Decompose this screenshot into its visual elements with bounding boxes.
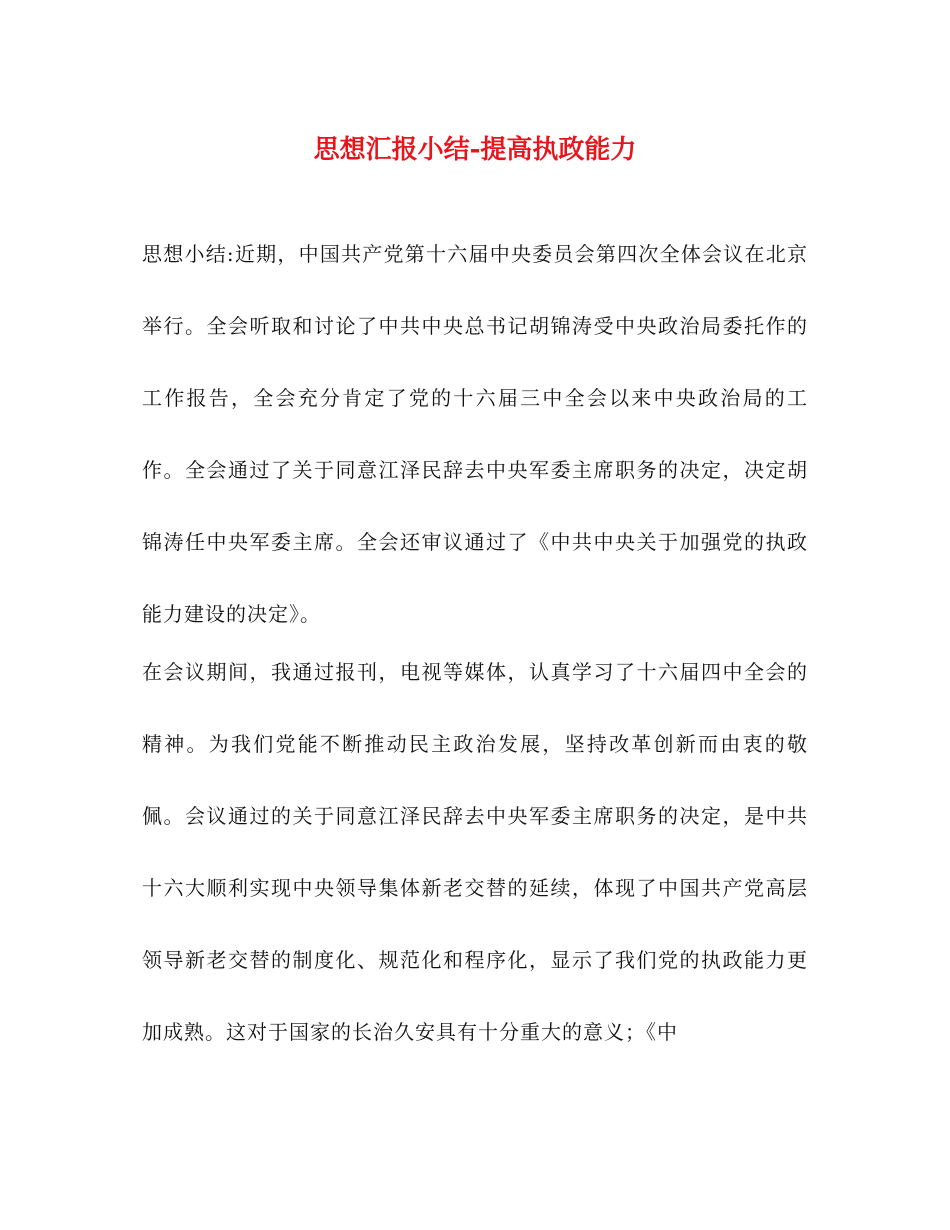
paragraph-2: 在会议期间，我通过报刊，电视等媒体，认真学习了十六届四中全会的精神。为我们党能不断推动民主政治发展，坚持改革创新而由衷的敬佩。会议通过的关于同意江泽民辞去中央军委主席职务的决定，是中共十六大顺利实现中央领导集体新老交替的延续，体现了中国共产党高层领导新老交替的制度化、规范化和程序化，显示了我们党的执政能力更加成熟。这对于国家的长治久安具有十分重大的意义；《中	[142, 660, 808, 1044]
document-body	[142, 218, 808, 1068]
paragraph-1: 思想小结:近期，中国共产党第十六届中央委员会第四次全体会议在北京举行。全会听取和讨论了中共中央总书记胡锦涛受中央政治局委托作的工作报告，全会充分肯定了党的十六届三中全会以来中央政治局的工作。全会通过了关于同意江泽民辞去中央军委主席职务的决定，决定胡锦涛任中央军委主席。全会还审议通过了《中共中央关于加强党的执政能力建设的决定》。	[142, 242, 808, 626]
document-title: 思想汇报小结-提高执政能力	[313, 135, 637, 165]
